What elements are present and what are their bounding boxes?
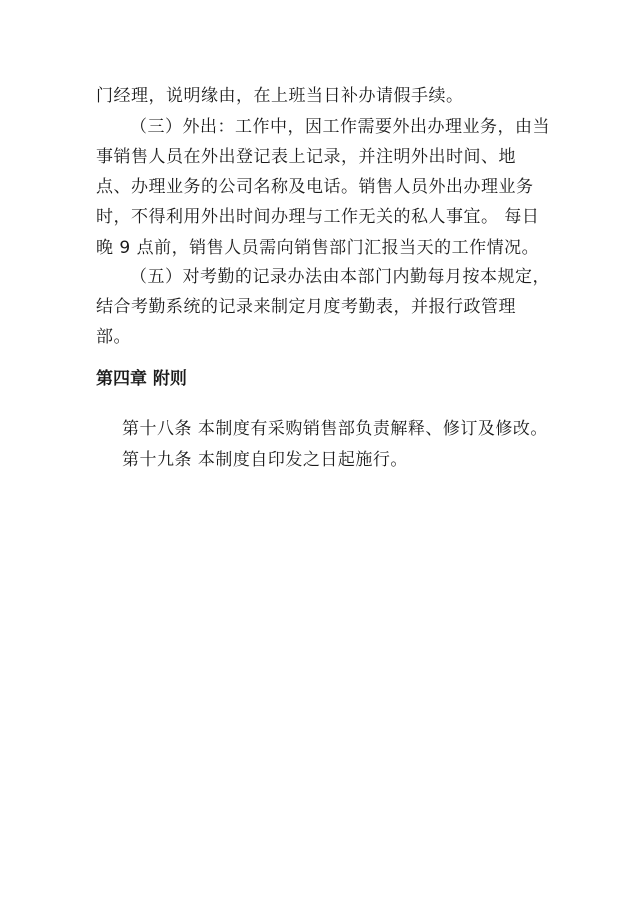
text-line: 时，不得利用外出时间办理与工作无关的私人事宜。 每日: [96, 207, 540, 227]
article-line: 第十九条 本制度自印发之日起施行。: [122, 450, 408, 470]
text-line: 门经理，说明缘由，在上班当日补办请假手续。: [96, 86, 464, 106]
text-line: （五）对考勤的记录办法由本部门内勤每月按本规定，: [130, 267, 550, 287]
article-line: 第十八条 本制度有采购销售部负责解释、修订及修改。: [122, 419, 548, 439]
text-line: 部。: [96, 327, 131, 347]
text-line: 点、办理业务的公司名称及电话。销售人员外出办理业务: [96, 177, 534, 197]
chapter-heading: 第四章 附则: [96, 369, 187, 389]
text-line: （三）外出：工作中，因工作需要外出办理业务，由当: [130, 117, 550, 137]
text-line: 晚 9 点前，销售人员需向销售部门汇报当天的工作情况。: [96, 238, 540, 258]
text-line: 事销售人员在外出登记表上记录，并注明外出时间、地: [96, 147, 516, 167]
text-line: 结合考勤系统的记录来制定月度考勤表，并报行政管理: [96, 297, 516, 317]
